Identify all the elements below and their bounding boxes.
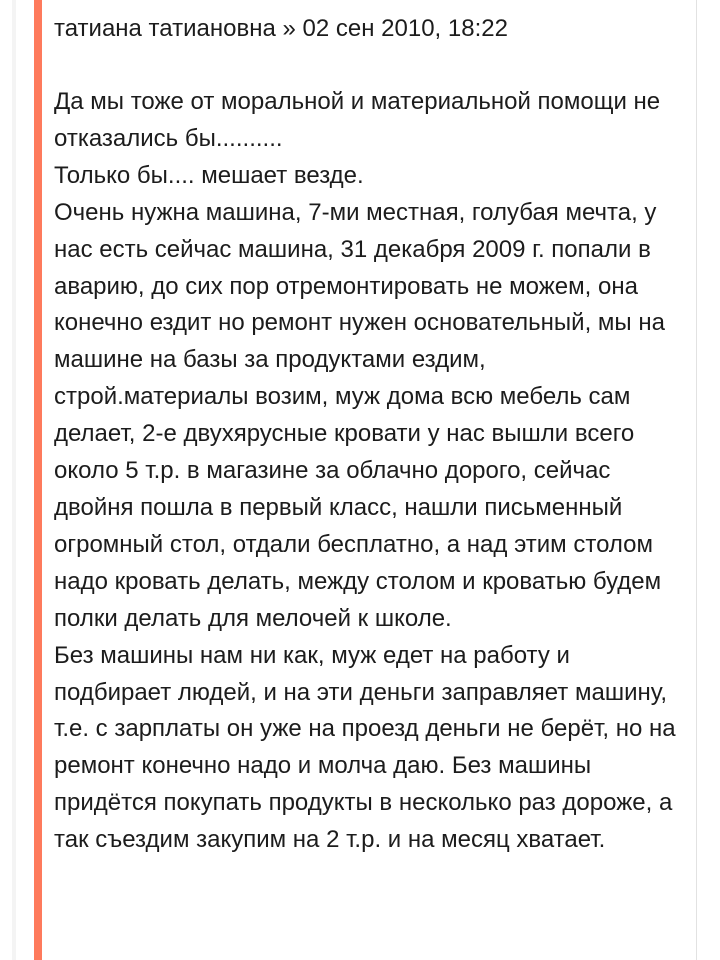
post-header — [54, 12, 684, 46]
forum-post — [54, 12, 684, 859]
post-paragraph: Без машины нам ни как, муж едет на работу и подбирает людей, и на эти деньги заправляет машину, т.е. с зарплаты он уже на проезд деньги не берёт, но на ремонт конечно надо и молча даю. Без машины придётся покупать продукты в несколько раз дороже, а так съездим закупим на 2 т.р. и на месяц хватает. — [54, 641, 676, 854]
post-date: 02 сен 2010, 18:22 — [302, 15, 508, 42]
thread-rail — [12, 0, 16, 960]
post-paragraph: Да мы тоже от моральной и материальной помощи не отказались бы.......... — [54, 88, 661, 152]
right-rail — [696, 0, 720, 960]
left-gutter — [0, 0, 34, 960]
post-author[interactable]: татиана татиановна — [54, 15, 276, 42]
post-paragraph: Очень нужна машина, 7-ми местная, голубая мечта, у нас есть сейчас машина, 31 декабря 2009 г. попали в аварию, до сих пор отремонтировать не можем, она конечно ездит но ремонт нужен основательный, мы на машине на базы за продуктами ездим, строй.материалы возим, муж дома всю мебель сам делает, 2-е двухярусные кровати у нас вышли всего около 5 т.р. в магазине за облачно дорого, сейчас двойня пошла в первый класс, нашли письменный огромный стол, отдали бесплатно, а над этим столом надо кровать делать, между столом и кроватью будем полки делать для мелочей к школе. — [54, 198, 665, 632]
post-body — [54, 84, 684, 859]
post-header-separator: » — [282, 15, 296, 42]
post-paragraph: Только бы.... мешает везде. — [54, 161, 364, 189]
quote-accent-bar — [34, 0, 42, 960]
